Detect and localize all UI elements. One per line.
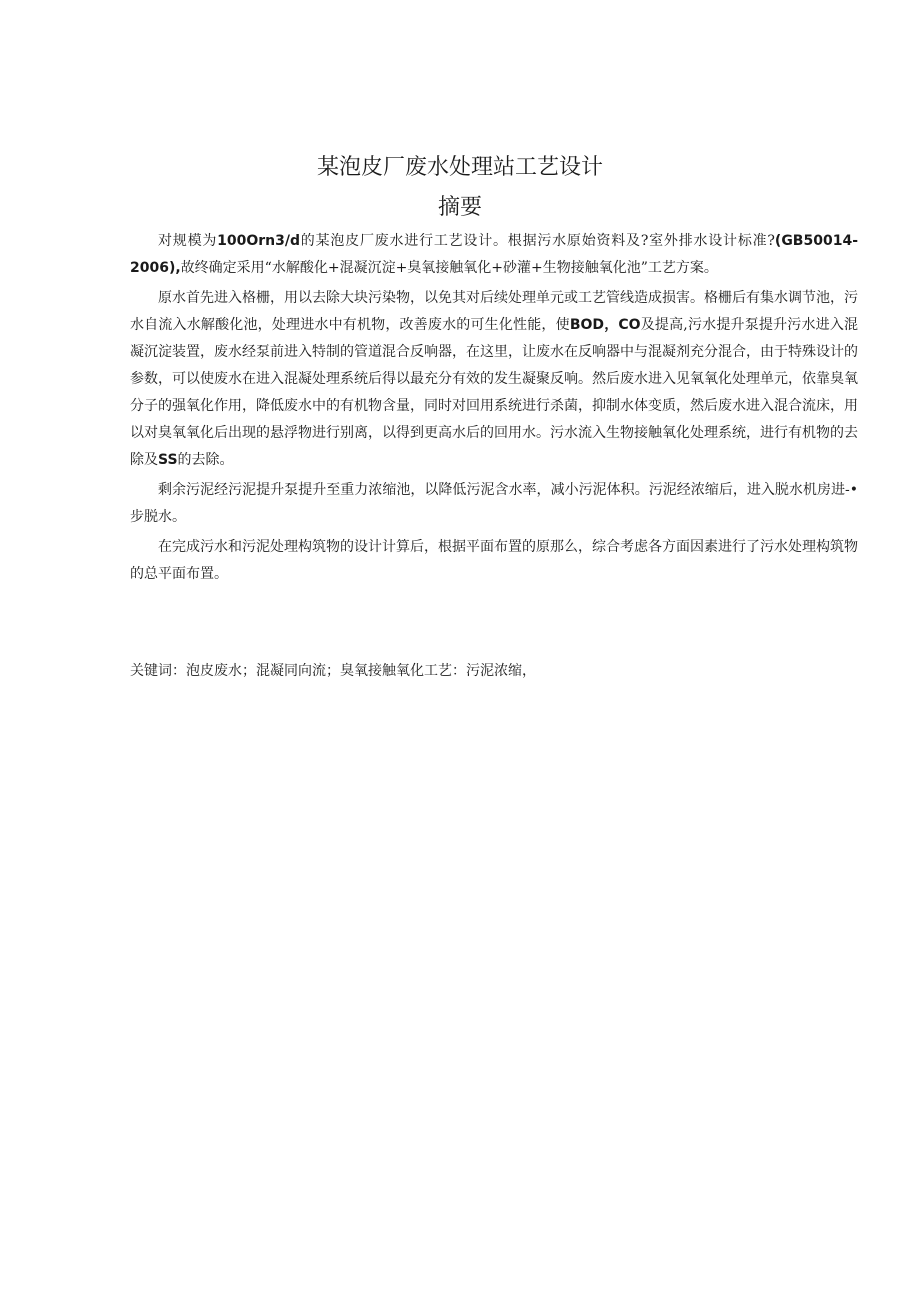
bold-run: BOD，CO (569, 317, 641, 333)
text-run: 的某泡皮厂废水进行工艺设计。根据污水原始资料及?室外排水设计标准? (300, 233, 775, 249)
bold-run: 100Orn3/d (217, 233, 301, 249)
text-run: 及提高,污水提升泵提升污水进入混凝沉淀装置，废水经泵前进入特制的管道混合反响器，在这里，让废水在反响器中与混凝剂充分混合，由于特殊设计的参数，可以使废水在进入混凝处理系统后得以最充分有效的发生凝聚反响。然后废水进入见氧氧化处理单元，依靠臭氧分子的强氧化作用，降低废水中的有机物含量，同时对回用系统进行杀菌，抑制水体变质，然后废水进入混合流床，用以对臭氧氧化后出现的悬浮物进行别离，以得到更高水后的回用水。污水流入生物接触氧化处理系统，进行有机物的去除及 (130, 317, 859, 468)
bold-run: SS (158, 452, 178, 468)
abstract-paragraph-2 (130, 285, 858, 474)
text-run: 对规模为 (158, 233, 218, 249)
bold-run: (GB50014-2006), (130, 233, 858, 276)
text-run: 故终确定采用“水解酸化+混凝沉淀+臭氧接触氧化+砂灌+生物接触氧化池”工艺方案。 (180, 260, 718, 276)
document-title: 某泡皮厂废水处理站工艺设计 (316, 155, 603, 180)
abstract-paragraph-4: 在完成污水和污泥处理构筑物的设计计算后，根据平面布置的原那么，综合考虑各方面因素进行了污水处理构筑物的总平面布置。 (130, 539, 858, 582)
abstract-paragraph-3: 剩余污泥经污泥提升泵提升至重力浓缩池，以降低污泥含水率，减小污泥体积。污泥经浓缩后，进入脱水机房进-•步脱水。 (130, 482, 858, 525)
keywords-line: 关键词：泡皮废水；混凝同向流；臭氧接触氧化工艺：污泥浓缩， (130, 663, 536, 679)
text-run: 的去除。 (177, 452, 234, 468)
abstract-body (130, 228, 858, 591)
abstract-paragraph-1 (130, 228, 858, 282)
abstract-heading: 摘要 (437, 195, 482, 220)
text-run: 原水首先进入格栅，用以去除大块污染物，以免其对后续处理单元或工艺管线造成损害。格栅后有集水调节池，污水自流入水解酸化池，处理进水中有机物，改善废水的可生化性能，使 (130, 290, 858, 333)
